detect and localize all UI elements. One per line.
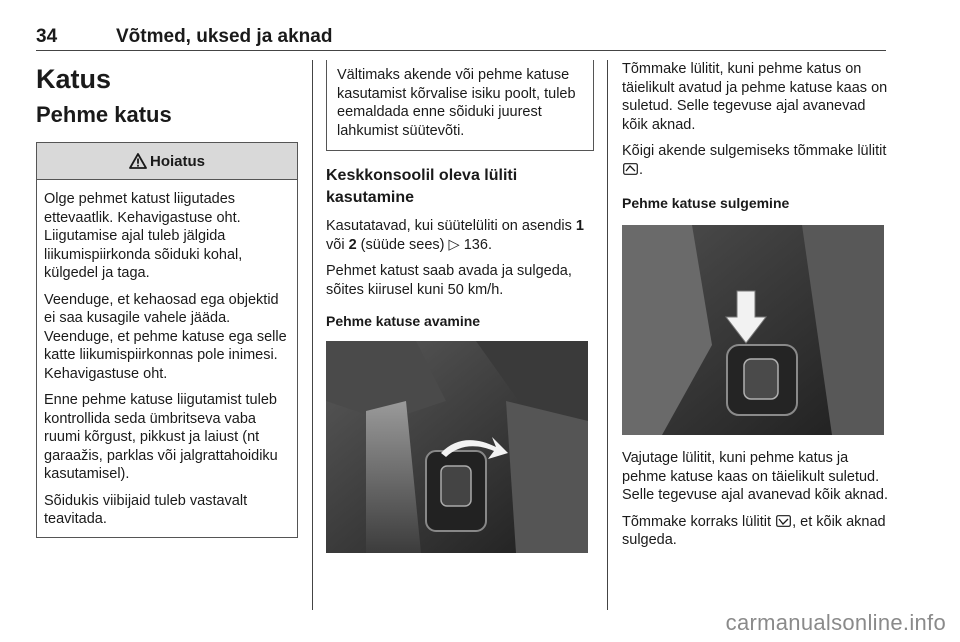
- watermark: carmanualsonline.info: [725, 610, 946, 635]
- page-ref-arrow-icon: ▷: [448, 236, 460, 253]
- speed-paragraph: Pehmet katust saab avada ja sulgeda, sõites kiirusel kuni 50 km/h.: [326, 263, 572, 298]
- close-roof-photo: [622, 225, 884, 435]
- close-windows-paragraph: Kõigi akende sulgemiseks tõmmake lülitit .: [622, 143, 887, 178]
- subsection-title: Pehme katus: [36, 102, 172, 127]
- roof-switch-icon: [776, 515, 791, 527]
- running-title: Võtmed, uksed ja aknad: [116, 26, 333, 47]
- open-roof-photo: [326, 341, 588, 553]
- warning-paragraph: Enne pehme katuse liigutamist tuleb kontrollida seda ümbritseva vaba ruumi kõrgust, pikkust ja laiust (nt garaažis, parklas või jalgrattahoidiku kasutamisel).: [44, 392, 278, 482]
- column-2: [326, 60, 594, 553]
- column-3: [622, 60, 888, 558]
- close-all-windows-paragraph: Tõmmake korraks lülitit , et kõik aknad sulgeda.: [622, 513, 886, 548]
- page-ref[interactable]: 136: [463, 236, 488, 253]
- warning-title: Hoiatus: [149, 152, 205, 170]
- ignition-paragraph: Kasutatavad, kui süütelüliti on asendis 1 või 2 (süüde sees) ▷ 136.: [326, 218, 584, 253]
- warning-triangle-icon: [129, 153, 147, 169]
- close-instructions: Vajutage lülitit, kuni pehme katus ja pehme katuse kaas on täielikult suletud. Selle tegevuse ajal avanevad kõik aknad.: [622, 450, 889, 503]
- column-divider-2: [607, 60, 608, 610]
- warning-paragraph: Olge pehmet katust liigutades ettevaatlik. Kehavigastuse oht. Liigutamise ajal tuleb jälgida liikumispiirkonda sõiduki kohal, külgedel ja taga.: [44, 191, 243, 281]
- section-title: Katus: [36, 64, 112, 94]
- warning-paragraph: Sõidukis viibijaid tuleb vastavalt teavitada.: [44, 492, 248, 527]
- warning-body: [37, 180, 297, 529]
- warning-paragraph: Vältimaks akende või pehme katuse kasutamist kõrvalise isiku poolt, tuleb eemaldada enne sõiduki juurest lahkumist süütevõti.: [337, 67, 576, 139]
- page-number: 34: [36, 26, 58, 47]
- column-1: [36, 60, 298, 538]
- warning-box-continued: [326, 60, 594, 151]
- roof-switch-icon: [623, 163, 638, 175]
- open-roof-heading: Pehme katuse avamine: [326, 313, 481, 329]
- switch-section-title: Keskkonsoolil oleva lüliti kasutamine: [326, 167, 518, 206]
- close-roof-heading: Pehme katuse sulgemine: [622, 195, 790, 211]
- open-instructions: Tõmmake lülitit, kuni pehme katus on täielikult avatud ja pehme katuse kaas on suletud. Selle tegevuse ajal avanevad kõik aknad.: [622, 61, 888, 133]
- warning-box: [36, 142, 298, 538]
- warning-header: [37, 143, 297, 180]
- warning-paragraph: Veenduge, et kehaosad ega objektid ei saa kusagile vahele jääda. Veenduge, et pehme katuse ega selle katte liikumispiirkonnas pole inimesi. Kehavigastuse oht.: [44, 291, 287, 382]
- page-header: [36, 0, 886, 51]
- column-divider-1: [312, 60, 313, 610]
